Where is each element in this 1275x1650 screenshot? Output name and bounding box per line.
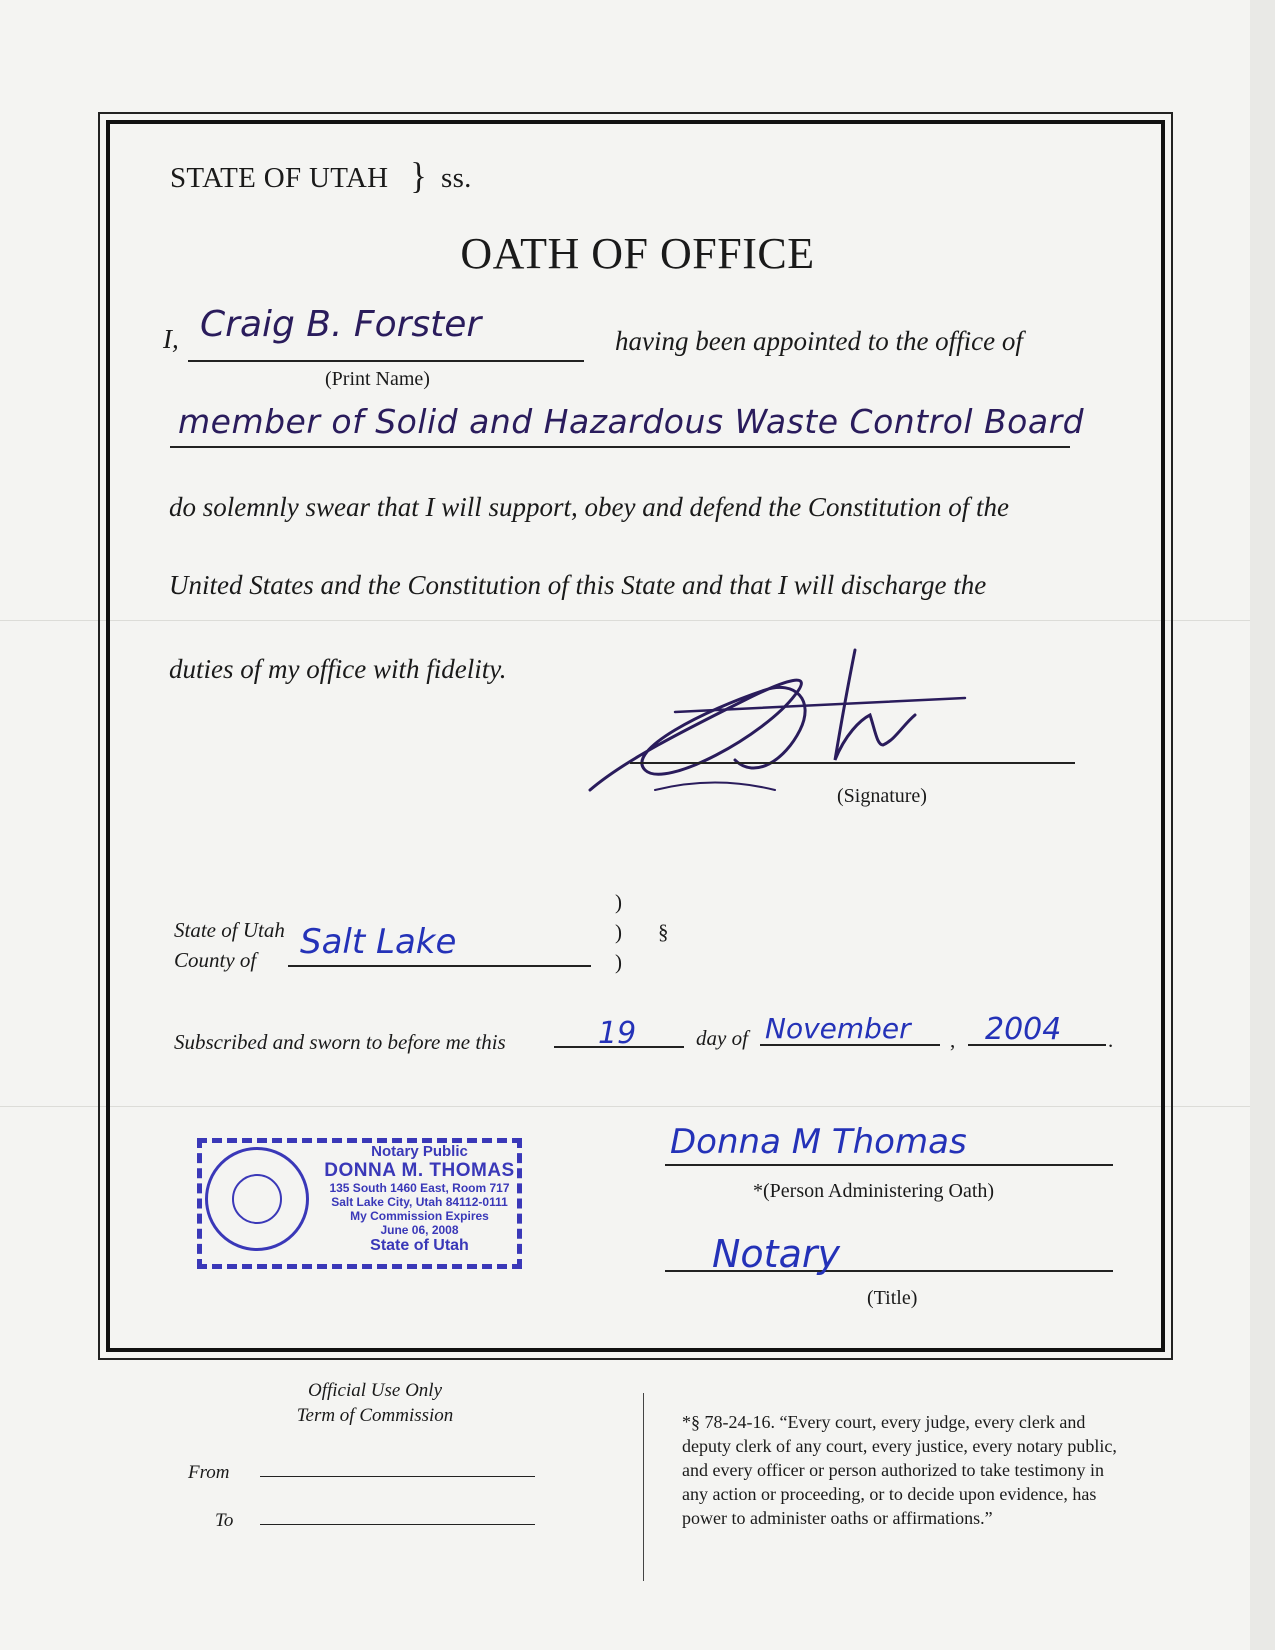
sworn-comma: ,: [950, 1028, 956, 1052]
to-field-line: [260, 1524, 535, 1525]
signature-caption: (Signature): [837, 785, 927, 807]
stamp-line-4: Salt Lake City, Utah 84112-0111: [331, 1195, 508, 1209]
to-label: To: [215, 1510, 234, 1531]
stamp-line-1: Notary Public: [371, 1143, 468, 1160]
state-header-brace: }: [410, 156, 427, 197]
sworn-period: .: [1108, 1028, 1114, 1052]
footnote-line-1: *§ 78-24-16. “Every court, every judge, every clerk and: [682, 1412, 1086, 1432]
sworn-day-of: day of: [696, 1026, 748, 1050]
state-header-state: STATE OF UTAH: [170, 162, 389, 194]
state-seal: [205, 1147, 309, 1251]
footnote: [682, 1410, 1117, 1530]
title-handwritten: Notary: [712, 1232, 840, 1276]
venue-paren-2: ): [615, 920, 622, 944]
administrator-caption: *(Person Administering Oath): [753, 1180, 995, 1202]
title-caption: (Title): [867, 1287, 918, 1309]
venue-state-label: State of Utah: [174, 918, 285, 942]
oath-line-2: United States and the Constitution of this State and that I will discharge the: [169, 570, 987, 600]
venue-county-label: County of: [174, 948, 257, 972]
office-line: [170, 446, 1070, 448]
name-line: [188, 360, 584, 362]
name-handwritten: Craig B. Forster: [200, 304, 482, 345]
venue-paren-1: ): [615, 890, 622, 914]
from-field-line: [260, 1476, 535, 1477]
from-label: From: [188, 1462, 230, 1483]
venue-section-symbol: §: [658, 920, 669, 944]
footnote-line-3: and every officer or person authorized to take testimony in: [682, 1460, 1105, 1480]
official-use-subheading: Term of Commission: [296, 1405, 454, 1426]
stamp-line-2: DONNA M. THOMAS: [324, 1160, 515, 1181]
year-handwritten: 2004: [985, 1012, 1062, 1047]
month-handwritten: November: [765, 1012, 911, 1045]
seal-emblem-icon: [232, 1174, 282, 1224]
administrator-signature-line: [665, 1164, 1113, 1166]
footnote-line-5: power to administer oaths or affirmations.”: [682, 1508, 993, 1528]
name-caption: (Print Name): [325, 368, 430, 390]
state-header-ss: ss.: [441, 162, 472, 194]
oath-prefix: I,: [163, 324, 179, 354]
stamp-line-6: June 06, 2008: [380, 1223, 459, 1237]
day-handwritten: 19: [598, 1016, 637, 1051]
county-line: [288, 965, 591, 967]
county-handwritten: Salt Lake: [300, 922, 457, 962]
signature-line: [630, 762, 1075, 764]
oath-line-1: do solemnly swear that I will support, obey and defend the Constitution of the: [169, 492, 1009, 522]
page-title: OATH OF OFFICE: [460, 229, 815, 278]
venue-paren-3: ): [615, 950, 622, 974]
stamp-line-7: State of Utah: [370, 1237, 469, 1254]
office-handwritten: member of Solid and Hazardous Waste Control Board: [178, 402, 1085, 441]
official-use-heading: Official Use Only: [307, 1380, 443, 1401]
state-header: [170, 158, 472, 196]
footnote-line-4: any action or proceeding, or to decide upon evidence, has: [682, 1484, 1097, 1504]
appointed-text: having been appointed to the office of: [615, 326, 1023, 356]
footer-divider: [643, 1393, 644, 1581]
notary-stamp-text: [322, 1143, 517, 1255]
stamp-line-5: My Commission Expires: [350, 1209, 489, 1223]
signature-mark: [585, 640, 1005, 800]
stamp-line-3: 135 South 1460 East, Room 717: [329, 1181, 510, 1195]
sworn-prefix: Subscribed and sworn to before me this: [174, 1030, 506, 1054]
oath-line-3: duties of my office with fidelity.: [169, 654, 507, 684]
footnote-line-2: deputy clerk of any court, every justice, every notary public,: [682, 1436, 1117, 1456]
administrator-signature: Donna M Thomas: [670, 1122, 967, 1162]
